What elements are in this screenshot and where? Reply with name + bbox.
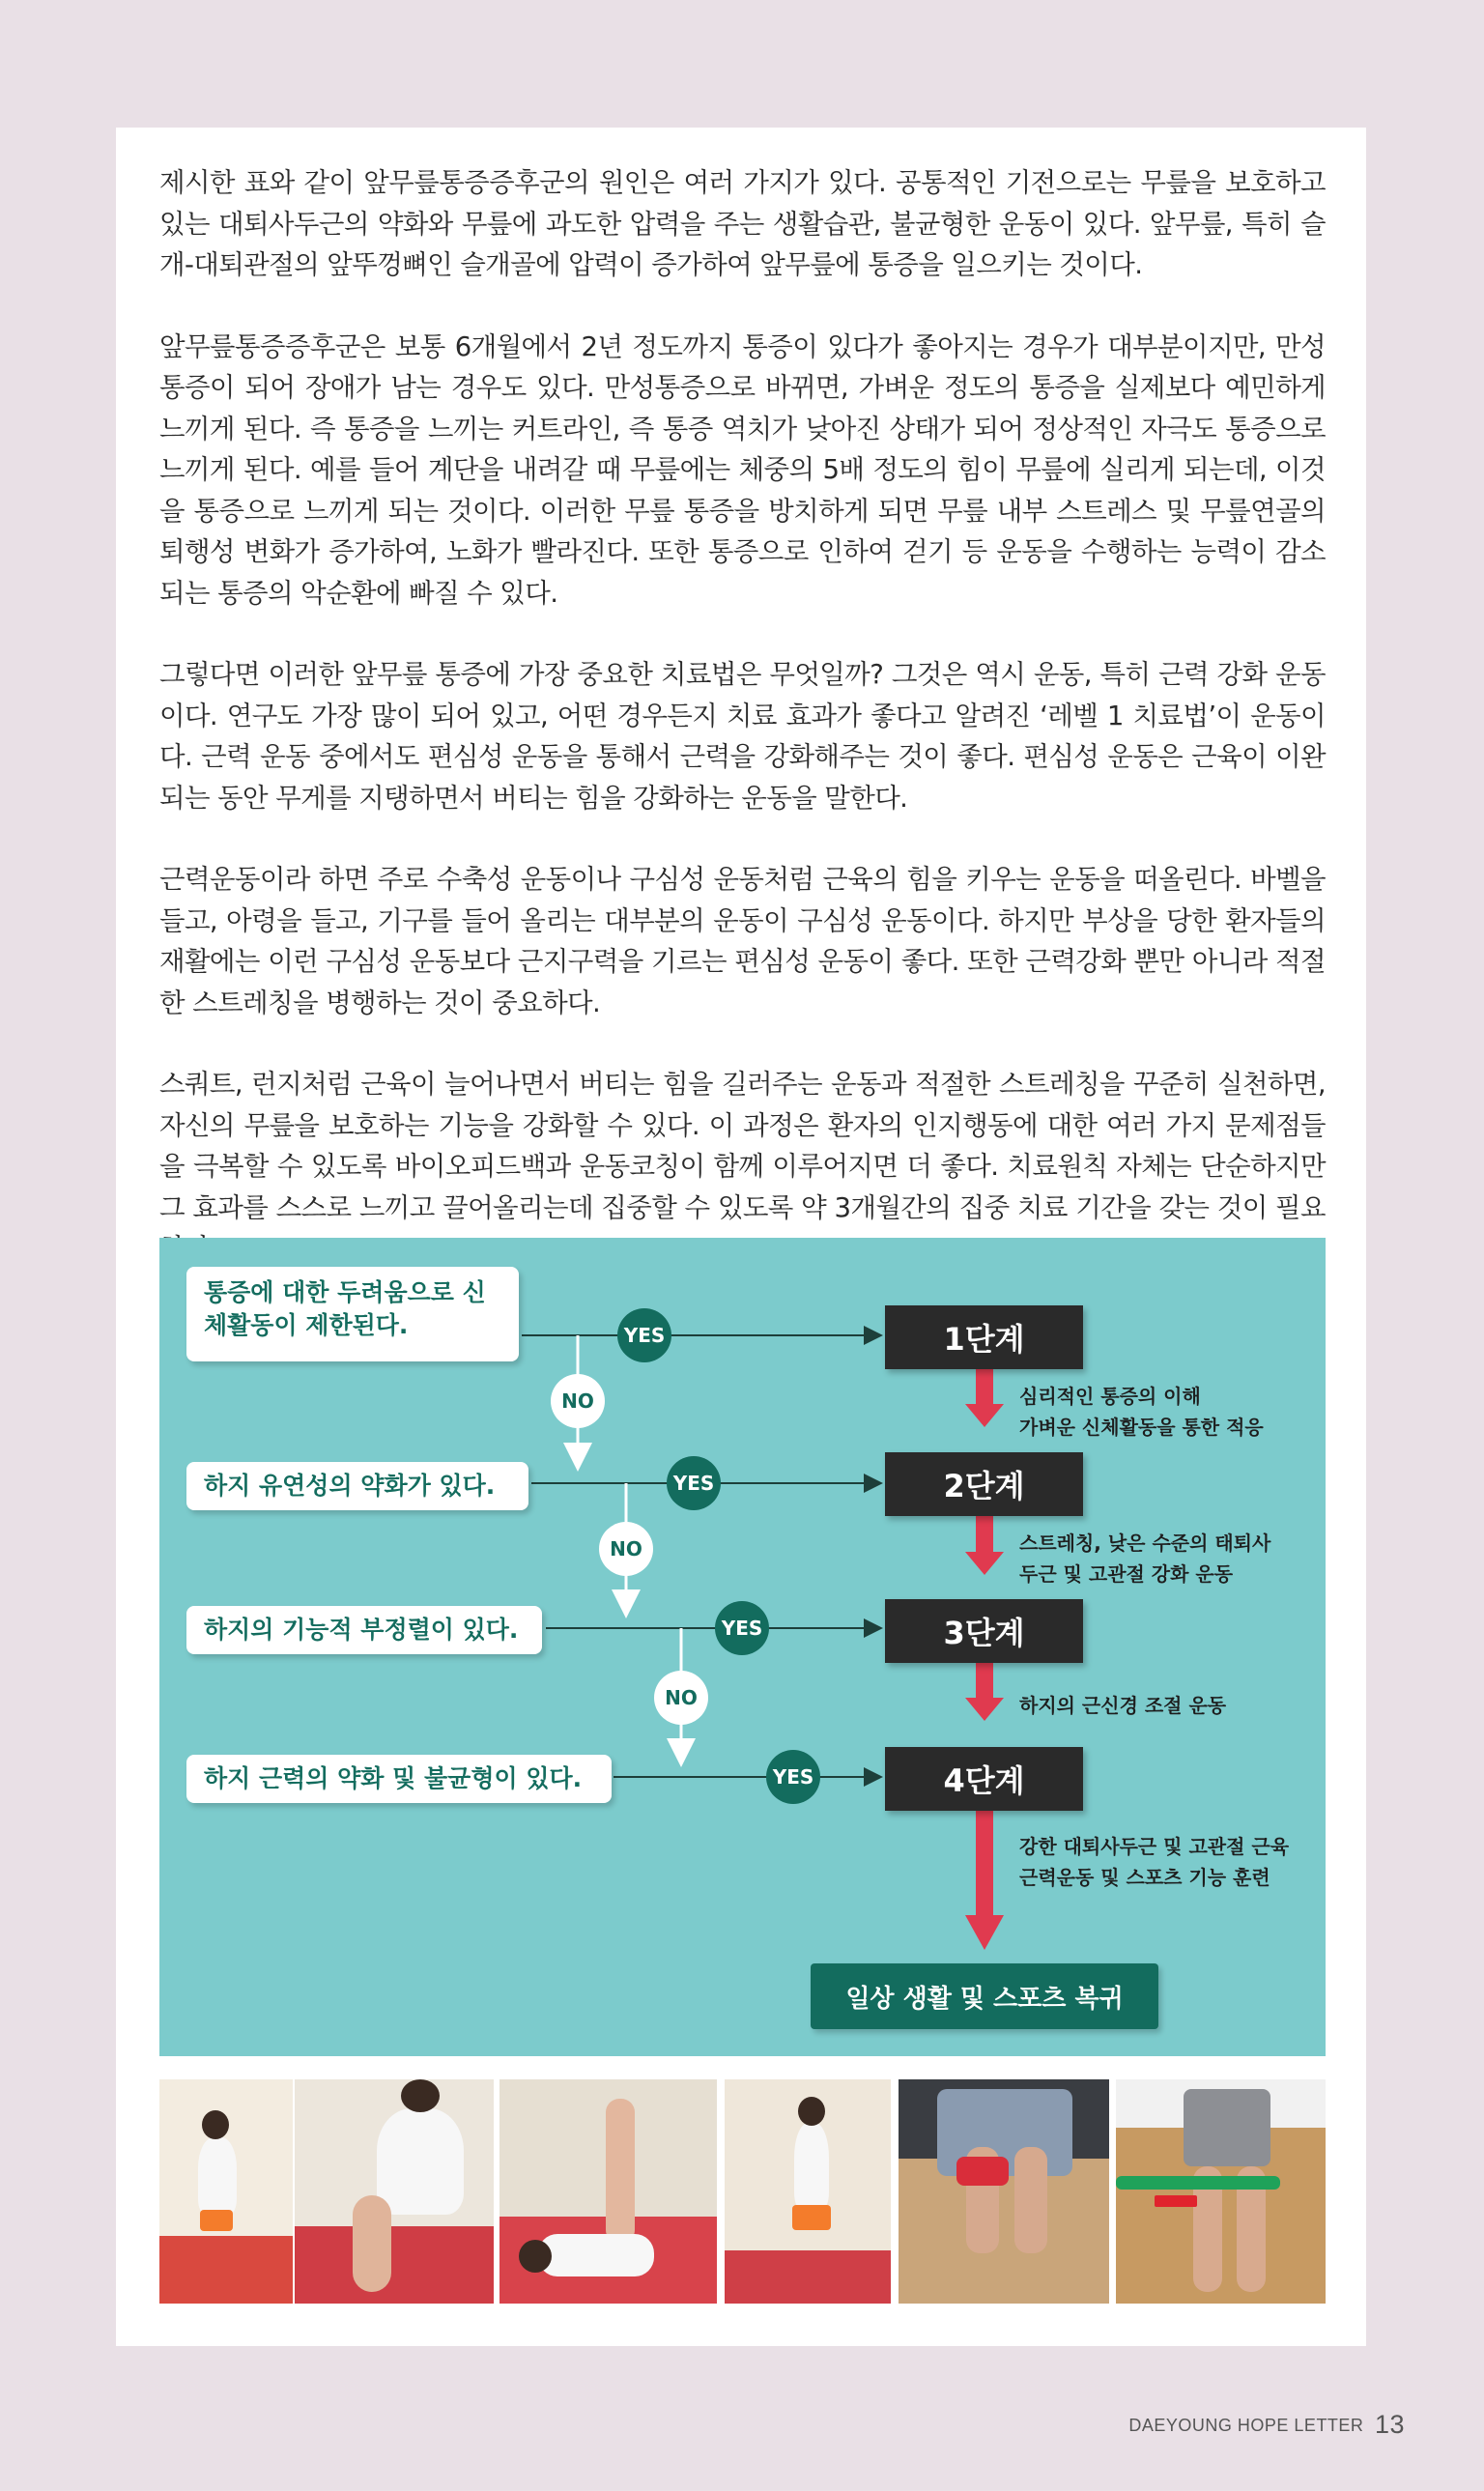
side-stretch-photo bbox=[159, 2079, 293, 2304]
paragraph: 그렇다면 이러한 앞무릎 통증에 가장 중요한 치료법은 무엇일까? 그것은 역시 운동, 특히 근력 강화 운동이다. 연구도 가장 많이 되어 있고, 어떤 경우든지 치료 효과가 좋다고 알려진 ‘레벨 1 치료법’이 운동이다. 근력 운동 중에서도 편심성 운동을 통해서 근력을 강화해주는 것이 좋다. 편심성 운동은 근육이 이완되는 동안 무게를 지탱하면서 버티는 힘을 강화하는 운동을 말한다. bbox=[159, 659, 1326, 814]
resistance-band-exercise-photo bbox=[1116, 2079, 1326, 2304]
stage-description: 강한 대퇴사두근 및 고관절 근육 근력운동 및 스포츠 기능 훈련 bbox=[1019, 1835, 1290, 1889]
no-badge: NO bbox=[654, 1671, 708, 1725]
lying-hamstring-stretch-photo bbox=[499, 2079, 717, 2304]
stage-description: 하지의 근신경 조절 운동 bbox=[1019, 1694, 1227, 1717]
no-badge: NO bbox=[551, 1374, 605, 1428]
stage-box: 4단계 bbox=[885, 1747, 1083, 1811]
paragraph: 스쿼트, 런지처럼 근육이 늘어나면서 버티는 힘을 길러주는 운동과 적절한 스트레칭을 꾸준히 실천하면, 자신의 무릎을 보호하는 기능을 강화할 수 있다. 이 과정은 환자의 인지행동에 대한 여러 가지 문제점들을 극복할 수 있도록 바이오피드백과 운동코칭이 함께 이루어지면 더 좋다. 치료원칙 자체는 단순하지만 그 효과를 스스로 느끼고 끌어올리는데 집중할 수 있도록 약 3개월간의 집중 치료 기간을 갖는 것이 필요 bbox=[159, 1069, 1326, 1223]
condition-box: 통증에 대한 두려움으로 신체활동이 제한된다. bbox=[186, 1267, 519, 1361]
stage-box: 1단계 bbox=[885, 1305, 1083, 1369]
page-number: 13 bbox=[1374, 2410, 1405, 2439]
treatment-flowchart bbox=[159, 1238, 1326, 2056]
final-stage-box: 일상 생활 및 스포츠 복귀 bbox=[811, 1963, 1158, 2029]
yes-badge: YES bbox=[617, 1308, 671, 1362]
condition-box: 하지의 기능적 부정렬이 있다. bbox=[186, 1606, 542, 1654]
yes-badge: YES bbox=[667, 1456, 721, 1510]
lunge-photo bbox=[725, 2079, 891, 2304]
publication-name: DAEYOUNG HOPE LETTER bbox=[1128, 2416, 1364, 2435]
yes-badge: YES bbox=[715, 1601, 769, 1655]
leg-stretch-photo bbox=[295, 2079, 494, 2304]
stage-description: 스트레칭, 낮은 수준의 태퇴사 두근 및 고관절 강화 운동 bbox=[1019, 1532, 1271, 1586]
condition-box: 하지 근력의 약화 및 불균형이 있다. bbox=[186, 1755, 612, 1803]
stage-description: 심리적인 통증의 이해 가벼운 신체활동을 통한 적응 bbox=[1019, 1385, 1264, 1439]
page-footer bbox=[1128, 2410, 1405, 2440]
stage-box: 3단계 bbox=[885, 1599, 1083, 1663]
condition-box: 하지 유연성의 약화가 있다. bbox=[186, 1462, 528, 1510]
no-badge: NO bbox=[599, 1522, 653, 1576]
paragraph: 제시한 표와 같이 앞무릎통증증후군의 원인은 여러 가지가 있다. 공통적인 기전으로는 무릎을 보호하고 있는 대퇴사두근의 약화와 무릎에 과도한 압력을 주는 생활습관, 불균형한 운동이 있다. 앞무릎, 특히 슬개-대퇴관절의 앞뚜껑뼈인 슬개골에 압력이 증가하여 앞무릎에 통증을 일으키는 것이다. bbox=[159, 167, 1326, 280]
yes-badge: YES bbox=[766, 1750, 820, 1804]
stage-box: 2단계 bbox=[885, 1452, 1083, 1516]
exercise-photo-strip bbox=[159, 2079, 1326, 2304]
paragraph: 앞무릎통증증후군은 보통 6개월에서 2년 정도까지 통증이 있다가 좋아지는 경우가 대부분이지만, 만성 통증이 되어 장애가 남는 경우도 있다. 만성통증으로 바뀌면, 가벼운 정도의 통증을 실제보다 예민하게 느끼게 된다. 즉 통증을 느끼는 커트라인, 즉 통증 역치가 낮아진 상태가 되어 정상적인 자극도 통증으로 느끼게 된다. 예를 들어 계단을 내려갈 때 무릎에는 체중의 5배 정도의 힘이 무릎에 실리게 되는데, 이것을 통증으로 느끼게 되는 것이다. 이러한 무릎 통증을 방치하게 되면 무릎 내부 스트레스 및 무릎연골의 퇴행성 변화가 증가하여, 노화가 빨라진다. 또한 통증으로 인하여 걷기 등 운동을 수행하는 능력이 감소되는 통증의 악순환에 빠질 수 있다. bbox=[159, 330, 1326, 609]
knee-band-exercise-photo bbox=[899, 2079, 1109, 2304]
paragraph: 근력운동이라 하면 주로 수축성 운동이나 구심성 운동처럼 근육의 힘을 키우는 운동을 떠올린다. 바벨을 들고, 아령을 들고, 기구를 들어 올리는 대부분의 운동이 구심성 운동이다. 하지만 부상을 당한 환자들의 재활에는 이런 구심성 운동보다 근지구력을 기르는 편심성 운동이 좋다. 또한 근력강화 뿐만 아니라 적절한 스트레칭을 병행하는 것이 중요하다. bbox=[159, 864, 1326, 1018]
article-body bbox=[159, 162, 1326, 1310]
